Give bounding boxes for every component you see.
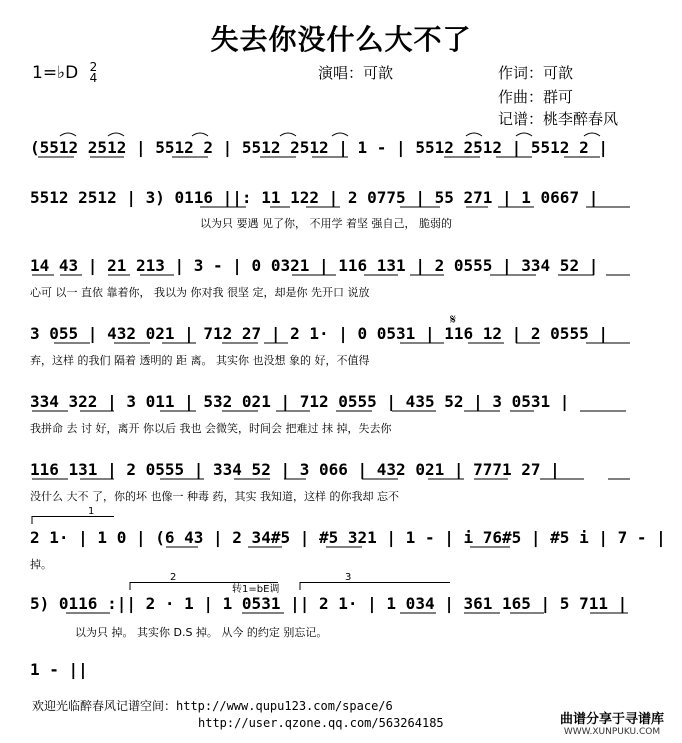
segno-sign: 𝄋 [450, 312, 457, 328]
score-row-8: 5) 0116 :|| 2 · 1 | 1 0531 || 2 1· | 1 034 | 361 165 | 5 711 | [30, 594, 628, 613]
lyric-row-8: 以为只 掉。 其实你 D.S 掉。 从今 的约定 别忘记。 [75, 626, 328, 639]
score-row-3: 14 43 | 21 213 | 3 - | 0 0321 | 116 131 | 2 0555 | 334 52 | [30, 256, 599, 275]
composer-credit: 作曲：群可 [498, 88, 574, 106]
footer-link-2[interactable]: http://user.qzone.qq.com/563264185 [198, 716, 444, 730]
modulation-note: 转1=bE调 [232, 584, 280, 595]
lyric-row-2: 以为只 要遇 见了你， 不用学 着坚 强自己， 脆弱的 [200, 217, 452, 230]
ending-label-2: 2 [170, 572, 177, 583]
key-text: 1=♭D [32, 63, 79, 83]
score-row-6: 116 131 | 2 0555 | 334 52 | 3 066 | 432 021 | 7771 27 | [30, 460, 560, 479]
ending-label-3: 3 [345, 572, 352, 583]
transcriber-credit: 记谱：桃李醉春风 [498, 110, 619, 128]
lyric-row-5: 我拼命 去 讨 好，离开 你以后 我也 会微笑，时间会 把难过 抹 掉，失去你 [30, 422, 392, 435]
watermark [560, 708, 664, 737]
score-row-9: 1 - || [30, 660, 88, 679]
score-row-2: 5512 2512 | 3) 0116 ||: 11 122 | 2 0775 | 55 271 | 1 0667 | [30, 188, 599, 207]
watermark-text: 曲谱分享于寻谱库 [559, 712, 664, 727]
lyric-row-6: 没什么 大不 了，你的坏 也像一 种毒 药，其实 我知道，这样 的你我却 忘不 [30, 490, 399, 503]
song-title: 失去你没什么大不了 [210, 23, 472, 56]
score-row-7: 2 1· | 1 0 | (6 43 | 2 34#5 | #5 321 | 1 - | i 76#5 | #5 i | 7 - | [30, 528, 666, 547]
footer-link-1[interactable]: 欢迎光临醉春风记谱空间：http://www.qupu123.com/space/6 [32, 699, 393, 713]
ending-label-1: 1 [88, 506, 95, 517]
time-sig-bottom: 4 [89, 71, 98, 85]
score-row-1: (5512 2512 | 5512 2 | 5512 2512 | 1 - | 5512 2512 | 5512 2 | [30, 138, 608, 157]
lyric-row-4: 弃，这样 的我们 隔着 透明的 距 离。 其实你 也没想 象的 好，不值得 [30, 354, 370, 367]
lyric-row-7: 掉。 [30, 558, 52, 571]
score-row-5: 334 322 | 3 011 | 532 021 | 712 0555 | 435 52 | 3 0531 | [30, 392, 570, 411]
watermark-url: WWW.XUNPUKU.COM [563, 727, 661, 737]
lyricist-credit: 作词：可歆 [498, 64, 574, 82]
time-sig-top: 2 [89, 60, 98, 74]
lyric-row-3: 心可 以一 直依 靠着你， 我以为 你对我 很坚 定，却是你 先开口 说放 [30, 286, 370, 299]
singer-credit: 演唱：可歆 [318, 64, 394, 82]
score-row-4: 3 055 | 432 021 | 712 27 | 2 1· | 0 0531 | 116 12 | 2 0555 | [30, 324, 608, 343]
